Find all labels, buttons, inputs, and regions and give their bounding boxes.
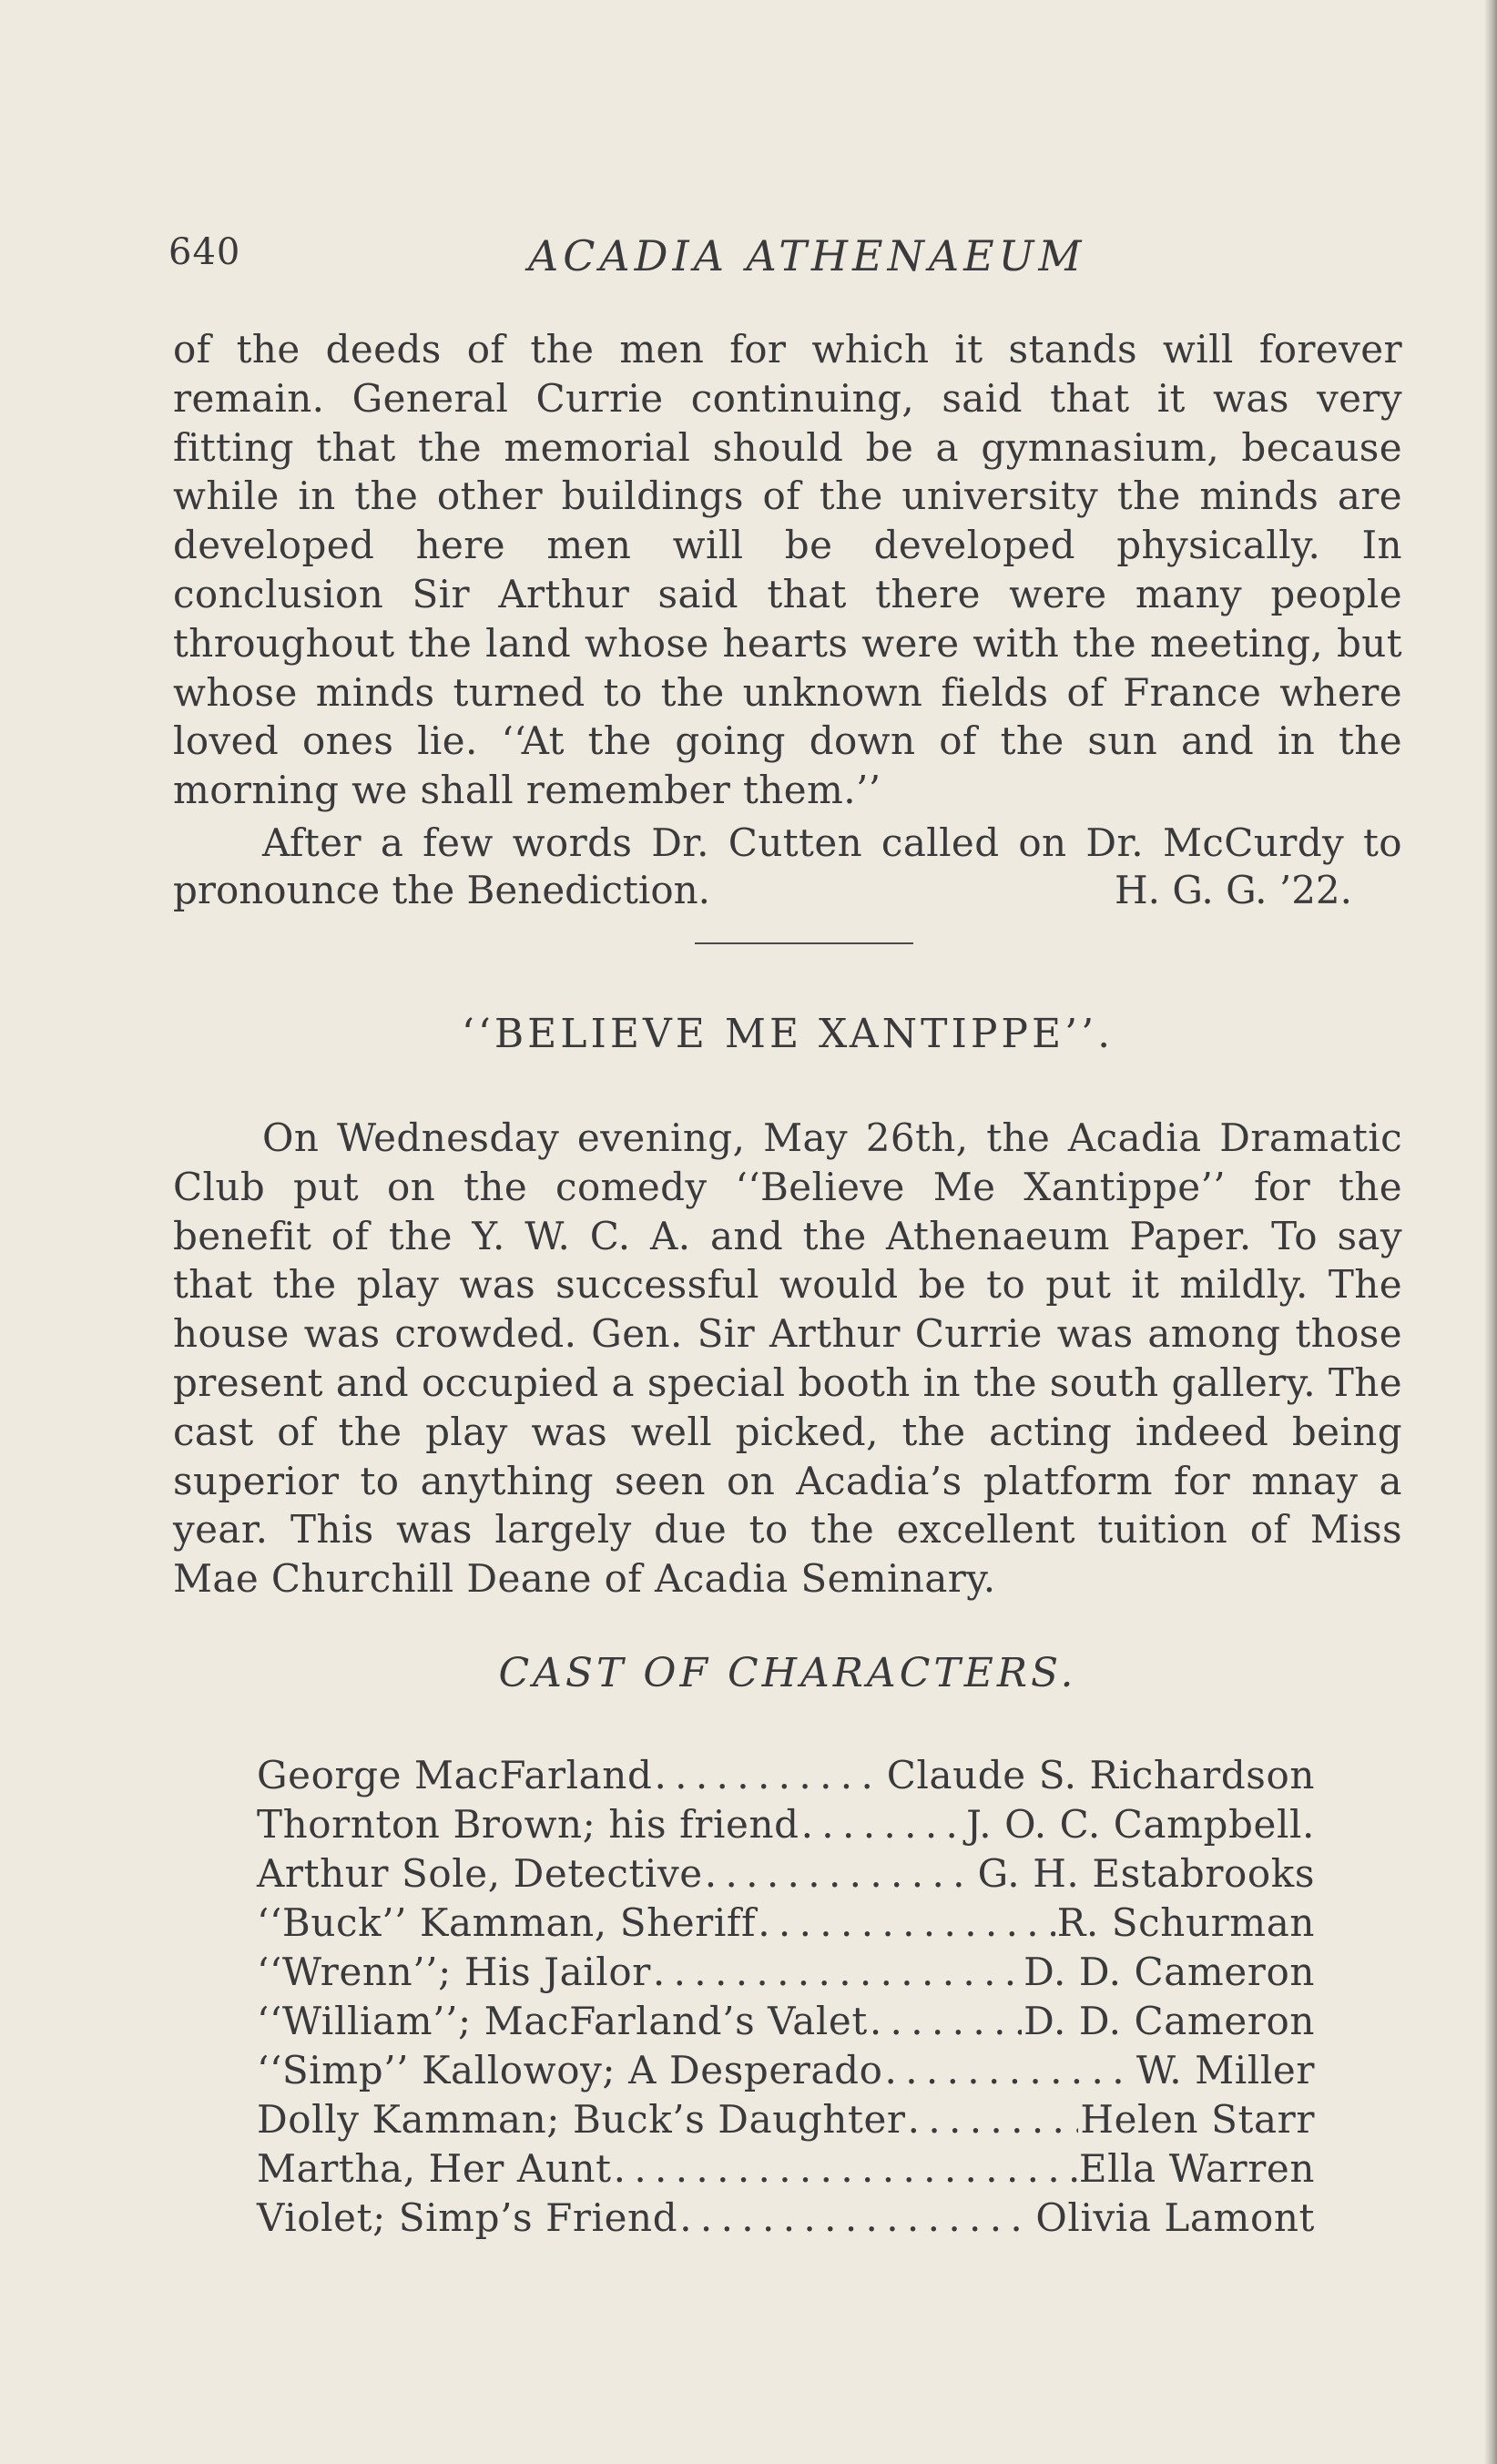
cast-actor: D. D. Cameron xyxy=(1023,1999,1315,2043)
cast-actor: R. Schurman xyxy=(1056,1900,1315,1945)
cast-role: ‘‘Wrenn’’; His Jailor xyxy=(257,1950,651,1994)
cast-row xyxy=(257,2195,1315,2245)
memorial-paragraph: of the deeds of the men for which it stands will forever remain. General Currie continuing, said that it was very fitting that the memorial should be a gymnasium, because while in the other buildings of the university the minds are developed here men will be developed physically. In conclusion Sir Arthur said that there were many people throughout the land whose hearts were with the meeting, but whose minds turned to the unknown fields of France where loved ones lie. ‘‘At the going down of the sun and in the morning we shall remember them.’’ xyxy=(173,327,1402,813)
dot-leader xyxy=(705,1851,976,1896)
page-edge-shadow xyxy=(1484,0,1497,2464)
dot-leader xyxy=(653,1950,1022,1994)
cast-actor: D. D. Cameron xyxy=(1023,1950,1315,1994)
cast-row xyxy=(257,1753,1315,1802)
cast-row xyxy=(257,1900,1315,1950)
cast-role: ‘‘Simp’’ Kallowoy; A Desperado xyxy=(257,2048,883,2092)
article-heading: ‘‘BELIEVE ME XANTIPPE’’. xyxy=(461,1011,1115,1057)
cast-row xyxy=(257,1851,1315,1900)
cast-role: Violet; Simp’s Friend xyxy=(257,2195,678,2240)
page-number: 640 xyxy=(168,231,241,273)
cast-row xyxy=(257,1802,1315,1851)
author-signature: H. G. G. ’22. xyxy=(1115,868,1352,912)
cast-row xyxy=(257,1999,1315,2048)
section-divider xyxy=(695,942,913,944)
cast-row xyxy=(257,2048,1315,2097)
dot-leader xyxy=(758,1900,1055,1945)
benediction-line-2: pronounce the Benediction. xyxy=(173,868,711,912)
cast-actor: Ella Warren xyxy=(1078,2146,1315,2191)
dot-leader xyxy=(801,1802,964,1847)
cast-actor: G. H. Estabrooks xyxy=(977,1851,1315,1896)
dot-leader xyxy=(908,2097,1079,2142)
play-review-paragraph: On Wednesday evening, May 26th, the Acadia Dramatic Club put on the comedy ‘‘Believe Me Xantippe’’ for the benefit of the Y. W. C. A. and the Athenaeum Paper. To say that the play was successful would be to put it mildly. The house was crowded. Gen. Sir Arthur Currie was among those present and occupied a special booth in the south gallery. The cast of the play was well picked, the acting indeed being superior to anything seen on Acadia’s platform for mnay a year. This was largely due to the excellent tuition of Miss Mae Churchill Deane of Acadia Seminary. xyxy=(173,1115,1402,1602)
dot-leader xyxy=(679,2195,1034,2240)
cast-role: ‘‘Buck’’ Kamman, Sheriff xyxy=(257,1900,757,1945)
cast-role: ‘‘William’’; MacFarland’s Valet xyxy=(257,1999,868,2043)
dot-leader xyxy=(654,1753,884,1797)
cast-list xyxy=(257,1753,1315,2245)
cast-row xyxy=(257,1950,1315,1999)
cast-row xyxy=(257,2146,1315,2195)
cast-actor: J. O. C. Campbell. xyxy=(966,1802,1315,1847)
cast-heading: CAST OF CHARACTERS. xyxy=(498,1650,1077,1696)
cast-row xyxy=(257,2097,1315,2146)
cast-actor: Olivia Lamont xyxy=(1035,2195,1315,2240)
dot-leader xyxy=(614,2146,1077,2191)
cast-actor: Claude S. Richardson xyxy=(886,1753,1315,1797)
cast-role: Dolly Kamman; Buck’s Daughter xyxy=(257,2097,906,2142)
cast-actor: W. Miller xyxy=(1135,2048,1315,2092)
dot-leader xyxy=(870,1999,1022,2043)
cast-role: George MacFarland xyxy=(257,1753,653,1797)
dot-leader xyxy=(885,2048,1135,2092)
cast-role: Arthur Sole, Detective xyxy=(257,1851,703,1896)
benediction-closing xyxy=(173,868,1352,912)
cast-role: Thornton Brown; his friend xyxy=(257,1802,799,1847)
benediction-line-1: After a few words Dr. Cutten called on Dr. McCurdy to xyxy=(262,820,1402,865)
cast-role: Martha, Her Aunt xyxy=(257,2146,612,2191)
running-title: ACADIA ATHENAEUM xyxy=(528,231,1086,280)
cast-actor: Helen Starr xyxy=(1080,2097,1315,2142)
page-header xyxy=(168,231,1407,286)
